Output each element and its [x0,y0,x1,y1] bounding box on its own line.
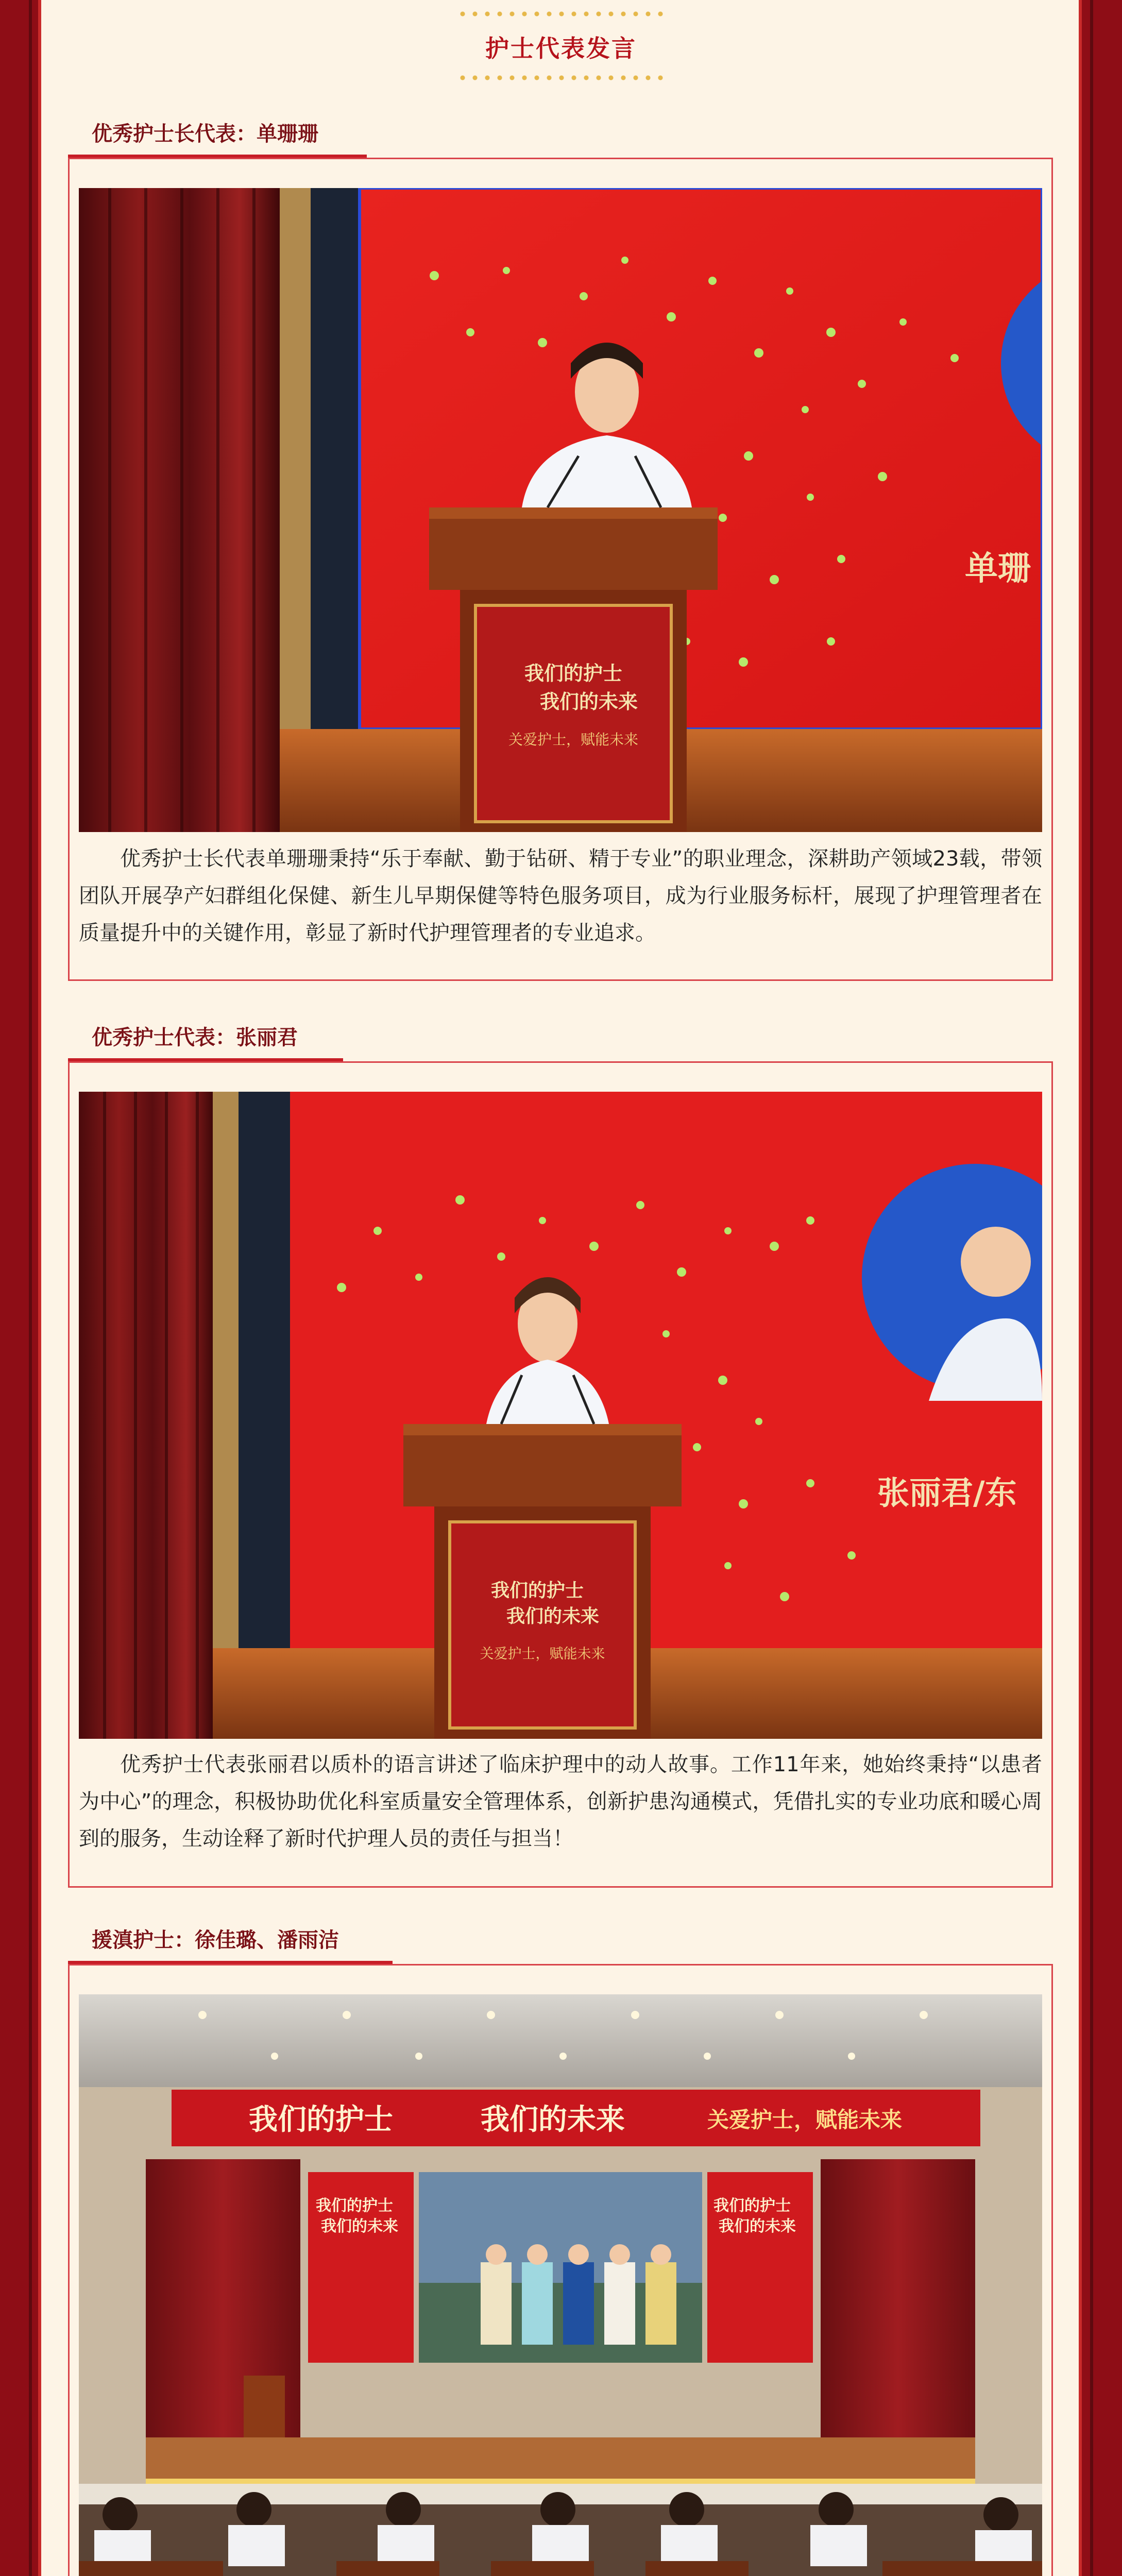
page-title: 护士代表发言 [485,35,637,62]
dotted-divider-bottom [456,75,666,80]
side-screen-left-line2: 我们的未来 [321,2217,398,2235]
dotted-divider-top [456,11,666,16]
podium-slogan-3: 关爱护士，赋能未来 [508,731,639,748]
side-screen-left-line1: 我们的护士 [316,2197,393,2215]
photo-speaker-podium-2 [79,1092,1042,1739]
stage-photo-1 [79,188,1042,832]
banner-text-right: 关爱护士，赋能未来 [707,2107,903,2132]
speech-card-yunnan-nurses [68,1964,1053,2576]
caption-head-nurse: 优秀护士长代表单珊珊秉持“乐于奉献、勤于钻研、精于专业”的职业理念，深耕助产领域23载，带领团队开展孕产妇群组化保健、新生儿早期保健等特色服务项目，成为行业服务标杆，展现了护理管理者在质量提升中的关键作用，彰显了新时代护理管理者的专业追求。 [79,847,1042,945]
page-header [0,0,1122,90]
photo-auditorium [79,1994,1042,2576]
caption-nurse: 优秀护士代表张丽君以质朴的语言讲述了临床护理中的动人故事。工作11年来，她始终秉持“以患者为中心”的理念，积极协助优化科室质量安全管理体系，创新护患沟通模式，凭借扎实的专业功底和暖心周到的服务，生动诠释了新时代护理人员的责任与担当！ [79,1753,1042,1851]
frame-line-right [1090,0,1093,2576]
podium-slogan-1: 我们的护士 [490,1580,584,1601]
speech-card-nurse [68,1061,1053,1888]
podium-slogan-3: 关爱护士，赋能未来 [480,1646,605,1662]
section-label-nurse: 优秀护士代表：张丽君 [92,1026,298,1049]
stage-photo-2 [79,1092,1042,1739]
auditorium-photo [79,1994,1042,2576]
section-label-yunnan-nurses: 援滇护士：徐佳璐、潘雨洁 [92,1928,339,1952]
banner-text-mid: 我们的未来 [481,2103,625,2137]
podium-slogan-1: 我们的护士 [524,662,623,685]
podium-slogan-2: 我们的未来 [506,1605,600,1627]
side-screen-right-line2: 我们的未来 [719,2217,796,2235]
screen-name-text: 张丽君/东 [877,1474,1017,1512]
speech-card-head-nurse [68,158,1053,981]
banner-text-left: 我们的护士 [249,2103,393,2137]
photo-speaker-podium-1 [79,188,1042,832]
podium-slogan-2: 我们的未来 [539,690,638,713]
side-screen-right-line1: 我们的护士 [713,2197,791,2215]
section-label-head-nurse: 优秀护士长代表：单珊珊 [92,122,318,146]
frame-line-left [29,0,32,2576]
screen-name-text: 单珊 [965,550,1031,588]
